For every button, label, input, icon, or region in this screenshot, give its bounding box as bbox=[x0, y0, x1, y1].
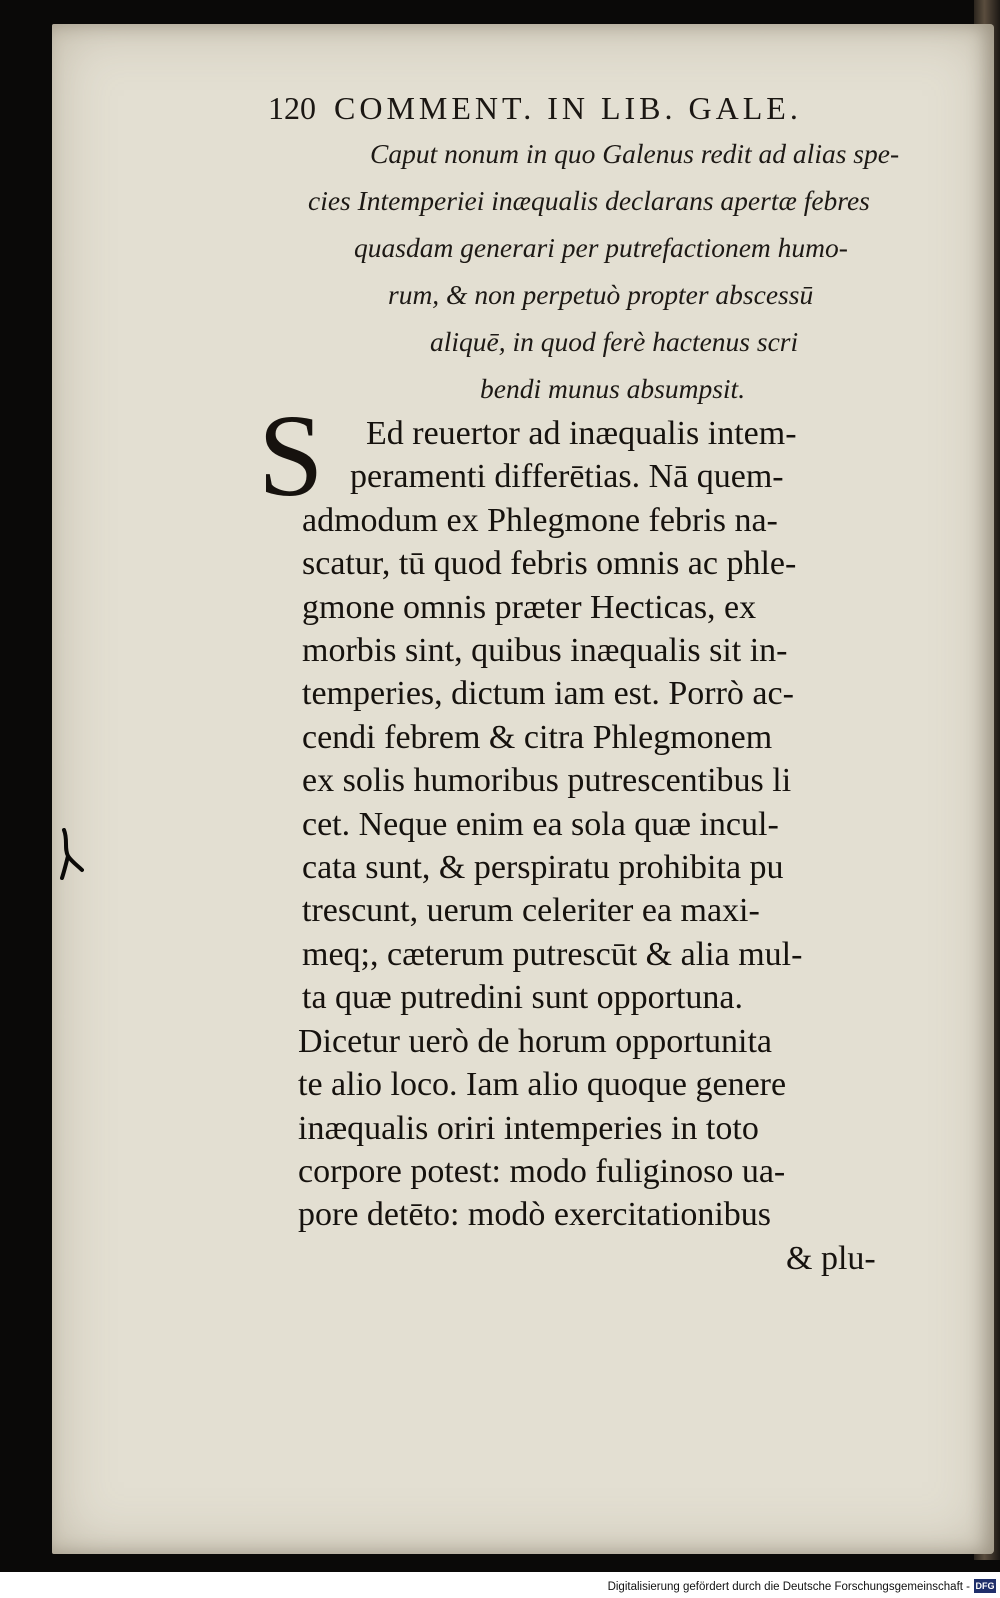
text-line: trescunt, uerum celeriter ea maxi- bbox=[302, 892, 760, 930]
text-line: inæqualis oriri intemperies in toto bbox=[298, 1109, 759, 1147]
text-line: cata sunt, & perspiratu prohibita pu bbox=[302, 849, 784, 887]
running-title: COMMENT. IN LIB. GALE. bbox=[334, 90, 802, 126]
text-line: corpore potest: modo fuliginoso ua- bbox=[298, 1152, 786, 1190]
footer-bar bbox=[0, 1572, 1000, 1598]
text-line: ta quæ putredini sunt opportuna. bbox=[302, 979, 744, 1017]
page-number: 120 bbox=[268, 90, 316, 126]
summary-line: Caput nonum in quo Galenus redit ad alias spe- bbox=[370, 138, 900, 169]
catchword: & plu- bbox=[786, 1239, 876, 1277]
text-line: gmone omnis præter Hecticas, ex bbox=[302, 588, 757, 626]
text-line: Dicetur uerò de horum opportunita bbox=[298, 1022, 772, 1060]
summary-line: cies Intemperiei inæqualis declarans apertæ febres bbox=[308, 185, 870, 216]
text-line: te alio loco. Iam alio quoque genere bbox=[298, 1066, 787, 1104]
running-head bbox=[268, 90, 928, 127]
body-text bbox=[246, 412, 936, 1280]
summary-line: aliquē, in quod ferè hactenus scri bbox=[430, 326, 799, 357]
text-line: morbis sint, quibus inæqualis sit in- bbox=[302, 632, 788, 670]
text-line: cendi febrem & citra Phlegmonem bbox=[302, 718, 773, 756]
text-line: Ed reuertor ad inæqualis intem- bbox=[366, 415, 797, 452]
summary-line: bendi munus absumpsit. bbox=[480, 373, 746, 404]
drop-cap: S bbox=[258, 390, 324, 521]
text-line: peramenti differētias. Nā quem- bbox=[350, 458, 784, 496]
text-line: temperies, dictum iam est. Porrò ac- bbox=[302, 675, 794, 713]
marginal-mark-icon bbox=[58, 828, 84, 880]
text-line: scatur, tū quod febris omnis ac phle- bbox=[302, 545, 797, 583]
summary-line: rum, & non perpetuò propter abscessū bbox=[388, 279, 814, 310]
text-line: ex solis humoribus putrescentibus li bbox=[302, 762, 792, 800]
text-line: meq;, cæterum putrescūt & alia mul- bbox=[302, 935, 803, 973]
text-line: pore detēto: modò exercitationibus bbox=[298, 1196, 772, 1234]
chapter-summary bbox=[250, 130, 940, 412]
summary-line: quasdam generari per putrefactionem humo- bbox=[354, 232, 848, 263]
text-line: admodum ex Phlegmone febris na- bbox=[302, 501, 778, 539]
footer-credit: Digitalisierung gefördert durch die Deutsche Forschungsgemeinschaft - bbox=[607, 1581, 970, 1593]
dfg-logo-icon: DFG bbox=[975, 1581, 995, 1591]
text-line: cet. Neque enim ea sola quæ incul- bbox=[302, 805, 779, 843]
